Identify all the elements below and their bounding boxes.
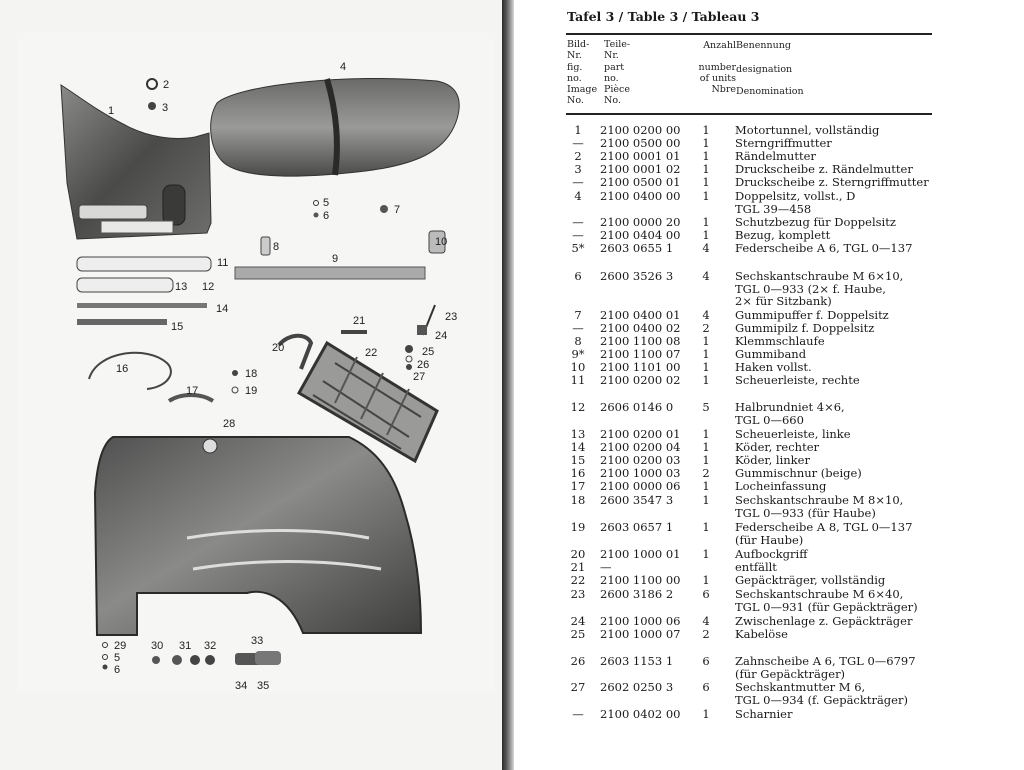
cell-designation: Druckscheibe z. Rändelmutter (735, 162, 913, 176)
cell-designation: Klemmschlaufe (735, 334, 825, 348)
book-spine (502, 0, 514, 770)
label-2: 2 (163, 79, 170, 91)
label-16: 16 (116, 363, 129, 375)
cell-quantity: 6 (702, 587, 710, 601)
cell-designation: Rändelmutter (735, 149, 816, 163)
part-clamp-loop (261, 237, 270, 255)
part-screw-m8 (232, 370, 238, 376)
label-3: 3 (162, 102, 169, 114)
cell-quantity: 5 (702, 400, 710, 414)
cell-part-number: 2606 0146 0 (600, 400, 674, 414)
label-14: 14 (216, 303, 229, 315)
label-23: 23 (445, 311, 458, 323)
cell-fig-number: 6 (574, 269, 582, 283)
cell-part-number: 2100 0500 01 (600, 175, 681, 189)
cell-designation: Kabelöse (735, 627, 788, 641)
cell-designation: Federscheibe A 8, TGL 0—137 (für Haube) (735, 520, 913, 547)
label-17: 17 (186, 385, 199, 397)
cell-quantity: 1 (702, 453, 710, 467)
cell-part-number: 2600 3186 2 (600, 587, 674, 601)
cell-designation: Zahnscheibe A 6, TGL 0—6797 (für Gepäckträger) (735, 654, 916, 681)
cell-designation: Köder, rechter (735, 440, 819, 454)
part-rubber-band (235, 267, 425, 279)
cell-part-number: 2100 0001 01 (600, 149, 681, 163)
cell-quantity: 1 (702, 123, 710, 137)
header-part-de: Teile- Nr. (604, 39, 631, 61)
cell-part-number: 2100 0500 00 (600, 136, 681, 150)
cell-part-number: 2100 0200 04 (600, 440, 681, 454)
cell-quantity: 2 (702, 466, 710, 480)
cell-quantity: 2 (702, 627, 710, 641)
cell-designation: Scheuerleiste, linke (735, 427, 851, 441)
trim-strips (77, 257, 211, 325)
cell-quantity: 1 (702, 228, 710, 242)
cell-quantity: 1 (702, 479, 710, 493)
header-top-rule (566, 33, 932, 35)
cell-part-number: 2100 0400 00 (600, 189, 681, 203)
header-desc-de: Benennung (736, 40, 791, 51)
cell-designation: Gummipilz f. Doppelsitz (735, 321, 875, 335)
cell-part-number: 2100 1000 03 (600, 466, 681, 480)
cell-quantity: 1 (702, 707, 710, 721)
header-fig-en: fig. no. (567, 62, 583, 84)
cell-designation: Druckscheibe z. Sterngriffmutter (735, 175, 929, 189)
cell-fig-number: 17 (570, 479, 586, 493)
cell-fig-number: 15 (570, 453, 586, 467)
cell-designation: Federscheibe A 6, TGL 0—137 (735, 241, 913, 255)
cell-designation: Sechskantschraube M 6×10, TGL 0—933 (2× f. Haube, 2× für Sitzbank) (735, 269, 904, 308)
cell-fig-number: 24 (570, 614, 586, 628)
cell-quantity: 1 (702, 427, 710, 441)
cell-fig-number: — (572, 136, 584, 150)
cell-designation: Gummiband (735, 347, 807, 361)
cell-quantity: 6 (702, 680, 710, 694)
cell-quantity: 1 (702, 136, 710, 150)
cell-fig-number: 10 (570, 360, 586, 374)
cell-designation: Aufbockgriff (735, 547, 808, 561)
label-6b: 6 (114, 664, 121, 676)
part-double-seat (211, 78, 460, 176)
cell-fig-number: 18 (570, 493, 586, 507)
cell-quantity: 1 (702, 347, 710, 361)
cell-designation: Motortunnel, vollständig (735, 123, 880, 137)
cell-part-number: 2100 0402 00 (600, 707, 681, 721)
cell-fig-number: 4 (574, 189, 582, 203)
cell-part-number: 2100 0200 02 (600, 373, 681, 387)
label-9: 9 (332, 253, 339, 265)
label-12: 12 (202, 281, 215, 293)
cell-fig-number: — (572, 228, 584, 242)
cell-part-number: 2603 0657 1 (600, 520, 674, 534)
part-washer-a8 (232, 387, 238, 393)
cell-designation: entfällt (735, 560, 777, 574)
label-11: 11 (217, 257, 229, 269)
cell-fig-number: — (572, 175, 584, 189)
cell-designation: Köder, linker (735, 453, 810, 467)
cell-part-number: — (600, 560, 612, 574)
exploded-parts-diagram (17, 33, 495, 693)
cell-fig-number: 20 (570, 547, 586, 561)
cell-designation: Sechskantschraube M 6×40, TGL 0—931 (für Gepäckträger) (735, 587, 918, 614)
cell-part-number: 2603 1153 1 (600, 654, 674, 668)
cell-quantity: 1 (702, 360, 710, 374)
part-rubber-cord (89, 353, 171, 389)
label-27: 27 (413, 371, 426, 383)
cell-part-number: 2100 1100 08 (600, 334, 681, 348)
table-title: Tafel 3 / Table 3 / Tableau 3 (567, 9, 760, 24)
cell-designation: Gummischnur (beige) (735, 466, 862, 480)
parts-plate (17, 33, 495, 693)
cell-part-number: 2100 0404 00 (600, 228, 681, 242)
cell-part-number: 2603 0655 1 (600, 241, 674, 255)
part-engine-tunnel (61, 85, 211, 239)
cell-designation: Sechskantschraube M 8×10, TGL 0—933 (für Haube) (735, 493, 904, 520)
cell-part-number: 2100 0400 01 (600, 308, 681, 322)
label-21: 21 (353, 315, 366, 327)
cell-fig-number: 1 (574, 123, 582, 137)
cell-quantity: 4 (702, 269, 710, 283)
cell-fig-number: 25 (570, 627, 586, 641)
header-qty-fr: Nbre (711, 84, 736, 95)
left-page (0, 0, 502, 770)
cell-part-number: 2100 1100 07 (600, 347, 681, 361)
cell-fig-number: 23 (570, 587, 586, 601)
label-19: 19 (245, 385, 258, 397)
cell-fig-number: — (572, 707, 584, 721)
header-part-fr: Pièce No. (604, 84, 630, 106)
cell-designation: Haken vollst. (735, 360, 812, 374)
label-4: 4 (340, 61, 347, 73)
right-page (514, 0, 1024, 770)
label-30: 30 (151, 640, 164, 652)
cell-fig-number: 8 (574, 334, 582, 348)
cell-designation: Gepäckträger, vollständig (735, 573, 886, 587)
cell-fig-number: 3 (574, 162, 582, 176)
cell-fig-number: 2 (574, 149, 582, 163)
label-15: 15 (171, 321, 184, 333)
cell-fig-number: — (572, 321, 584, 335)
cell-fig-number: 21 (570, 560, 586, 574)
label-7: 7 (394, 204, 401, 216)
cell-fig-number: 13 (570, 427, 586, 441)
cell-part-number: 2100 1101 00 (600, 360, 681, 374)
cell-quantity: 1 (702, 149, 710, 163)
cell-quantity: 4 (702, 614, 710, 628)
cell-quantity: 1 (702, 573, 710, 587)
part-side-cover (95, 437, 421, 635)
label-5b: 5 (114, 652, 121, 664)
label-34: 34 (235, 680, 248, 692)
cell-fig-number: 22 (570, 573, 586, 587)
label-5: 5 (323, 197, 330, 209)
label-18: 18 (245, 368, 258, 380)
header-desc-en: designation (736, 64, 793, 75)
cell-part-number: 2100 0200 00 (600, 123, 681, 137)
label-20: 20 (272, 342, 285, 354)
cell-quantity: 1 (702, 162, 710, 176)
header-desc-fr: Denomination (736, 86, 804, 97)
cell-designation: Scheuerleiste, rechte (735, 373, 860, 387)
label-22: 22 (365, 347, 378, 359)
cell-designation: Scharnier (735, 707, 793, 721)
label-29: 29 (114, 640, 127, 652)
cell-quantity: 2 (702, 321, 710, 335)
cell-quantity: 1 (702, 175, 710, 189)
cell-part-number: 2600 3547 3 (600, 493, 674, 507)
cell-part-number: 2100 1000 06 (600, 614, 681, 628)
header-part-en: part no. (604, 62, 625, 84)
part-21 (341, 330, 367, 334)
cell-designation: Bezug, komplett (735, 228, 831, 242)
cell-quantity: 1 (702, 215, 710, 229)
cell-designation: Doppelsitz, vollst., D TGL 39—458 (735, 189, 856, 216)
label-8: 8 (273, 241, 280, 253)
cell-part-number: 2100 1000 01 (600, 547, 681, 561)
cell-fig-number: 5* (571, 241, 585, 255)
cell-quantity: 1 (702, 334, 710, 348)
cell-fig-number: 12 (570, 400, 586, 414)
cell-designation: Sechskantmutter M 6, TGL 0—934 (f. Gepäckträger) (735, 680, 908, 707)
cell-part-number: 2100 0200 03 (600, 453, 681, 467)
header-fig-de: Bild- Nr. (567, 39, 590, 61)
label-24: 24 (435, 330, 448, 342)
cell-fig-number: 9* (571, 347, 585, 361)
cell-designation: Gummipuffer f. Doppelsitz (735, 308, 889, 322)
cell-part-number: 2600 3526 3 (600, 269, 674, 283)
cell-quantity: 1 (702, 547, 710, 561)
cell-quantity: 1 (702, 520, 710, 534)
header-fig-fr: Image No. (567, 84, 598, 106)
cell-fig-number: 7 (574, 308, 582, 322)
label-25: 25 (422, 346, 435, 358)
cell-fig-number: 27 (570, 680, 586, 694)
label-10: 10 (435, 236, 448, 248)
label-1: 1 (108, 105, 115, 117)
cell-designation: Schutzbezug für Doppelsitz (735, 215, 896, 229)
cell-designation: Sterngriffmutter (735, 136, 832, 150)
label-32: 32 (204, 640, 217, 652)
cell-part-number: 2100 0001 02 (600, 162, 681, 176)
cell-fig-number: 11 (570, 373, 586, 387)
cell-designation: Zwischenlage z. Gepäckträger (735, 614, 913, 628)
cell-quantity: 6 (702, 654, 710, 668)
cell-quantity: 4 (702, 241, 710, 255)
cell-fig-number: 19 (570, 520, 586, 534)
cell-fig-number: 16 (570, 466, 586, 480)
cell-part-number: 2100 0200 01 (600, 427, 681, 441)
cell-quantity: 1 (702, 440, 710, 454)
label-28: 28 (223, 418, 236, 430)
cell-part-number: 2100 0000 20 (600, 215, 681, 229)
header-bottom-rule (566, 113, 932, 115)
cell-part-number: 2100 1100 00 (600, 573, 681, 587)
label-33: 33 (251, 635, 264, 647)
header-qty-de: Anzahl (703, 40, 736, 51)
cell-quantity: 1 (702, 373, 710, 387)
cell-quantity: 4 (702, 308, 710, 322)
label-6: 6 (323, 210, 330, 222)
cell-part-number: 2602 0250 3 (600, 680, 674, 694)
label-13: 13 (175, 281, 188, 293)
label-26: 26 (417, 359, 430, 371)
cell-part-number: 2100 0000 06 (600, 479, 681, 493)
cell-part-number: 2100 0400 02 (600, 321, 681, 335)
label-35: 35 (257, 680, 270, 692)
header-qty-en: number of units (698, 62, 736, 84)
cell-quantity: 1 (702, 189, 710, 203)
cell-part-number: 2100 1000 07 (600, 627, 681, 641)
cell-fig-number: — (572, 215, 584, 229)
cell-fig-number: 14 (570, 440, 586, 454)
cell-fig-number: 26 (570, 654, 586, 668)
cell-quantity: 1 (702, 493, 710, 507)
cell-designation: Halbrundniet 4×6, TGL 0—660 (735, 400, 845, 427)
cell-designation: Locheinfassung (735, 479, 827, 493)
label-31: 31 (179, 640, 192, 652)
